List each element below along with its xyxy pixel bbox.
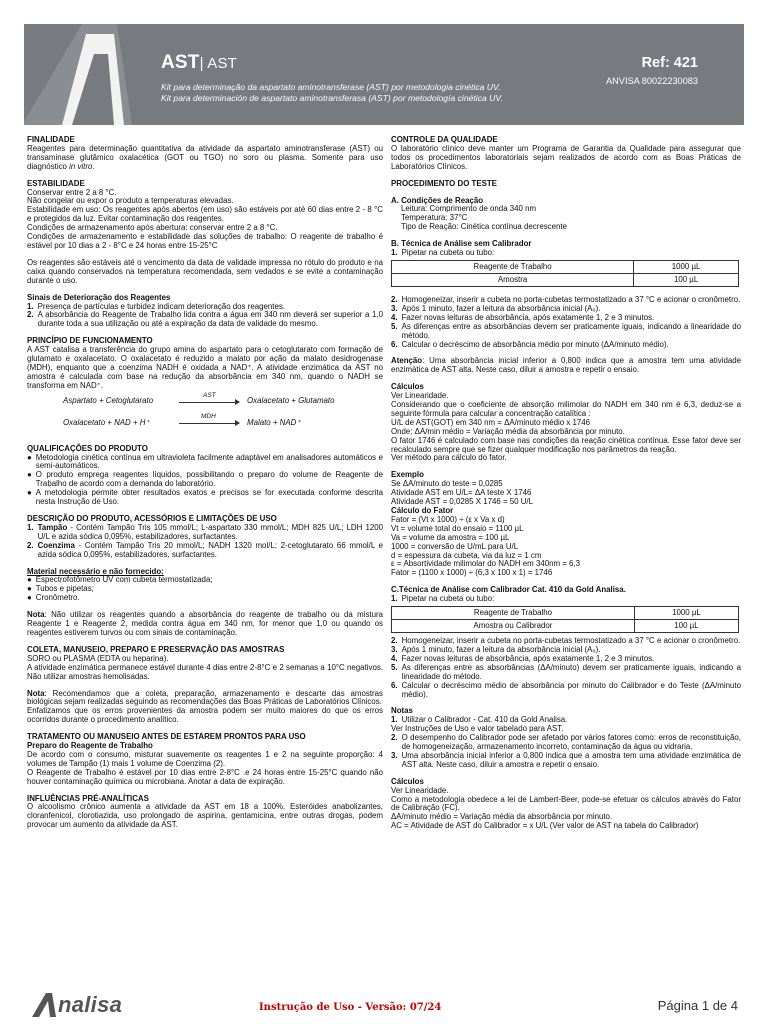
- paragraph: ΔA/minuto médio = Variação média da absorbância por minuto.: [391, 812, 613, 822]
- paragraph: Atividade AST em U/L= ΔA teste X 1746: [391, 488, 532, 498]
- paragraph: Não congelar ou expor o produto a temperaturas elevadas.: [27, 196, 234, 206]
- section-heading: PROCEDIMENTO DO TESTE: [391, 178, 497, 188]
- list-item: 1. Utilizar o Calibrador - Cat. 410 da Gold Analisa.: [391, 715, 568, 725]
- section-heading: DESCRIÇÃO DO PRODUTO, ACESSÓRIOS E LIMITAÇÕES DE USO: [27, 514, 277, 523]
- paragraph: Reagentes para determinação quantitativa da atividade da aspartato aminotransferase (AST) ou transaminase glutâmico oxalacética (GOT ou TGO) no soro ou plasma. Somente para uso diagnóstico in vitro.: [27, 143, 383, 171]
- formula-line: Vt = volume total do ensaio = 1100 µL: [391, 523, 524, 533]
- paragraph: Ver Linearidade.: [391, 391, 449, 401]
- subsection-heading: B. Técnica de Análise sem Calibrador: [391, 239, 532, 249]
- paragraph: De acordo com o consumo, misturar suavemente os reagentes 1 e 2 na seguinte proporção: 4 volumes de Tampão (1) mais 1 volume de Coenzima (2).: [27, 749, 383, 768]
- paragraph: Ver método para cálculo do fator.: [391, 453, 507, 463]
- list-item: 2. A absorbância do Reagente de Trabalho lida contra a água em 340 nm deverá ser superior a 1,0 durante toda a sua utilização ou até a expiração da data de validade do mesmo.: [27, 310, 383, 329]
- table-cell: 100 µL: [634, 273, 739, 286]
- section-heading: ESTABILIDADE: [27, 178, 85, 188]
- formula-line: ε = Absortividade milimolar do NADH em 340nm = 6,3: [391, 559, 581, 569]
- analisa-logo: [30, 990, 122, 1020]
- table-row: [392, 273, 739, 286]
- list-item: 5. As diferenças entre as absorbâncias (ΔA/minuto) devem ser praticamente iguais, indicando a linearidade do método.: [391, 662, 741, 681]
- paragraph: Como a metodologia obedece a lei de Lambert-Beer, pode-se efetuar os cálculos através do Fator de Calibração (FC).: [391, 794, 741, 813]
- paragraph: O alcoolismo crônico aumenta a atividade da AST em 18 a 100%. Esteróides anabolizantes, cloranfenicol, clorotiazida, uso prolongado de aspirina, gentamicina, entre outras drogas, podem provocar um aumento da atividade da AST.: [27, 802, 383, 830]
- section-heading: Material necessário e não fornecido:: [27, 566, 164, 576]
- formula-line: Fator = (Vt x 1000) ÷ (ε x Va x d): [391, 514, 505, 524]
- reaction-arrow: [179, 423, 239, 424]
- table-cell: 1000 µL: [634, 260, 739, 273]
- list-item: 1. Pipetar na cubeta ou tubo:: [391, 594, 495, 604]
- list-item: 2. O desempenho do Calibrador pode ser afetado por vários fatores como: erros de reconstituição, de homogeneização, armazenamento incorreto, contaminação da água ou vidraria.: [391, 733, 741, 752]
- subsection-heading: A. Condições de Reação: [391, 195, 484, 205]
- paragraph: AC = Atividade de AST do Calibrador = x U/L (Ver valor de AST na tabela do Calibrador): [391, 821, 699, 831]
- page-number: Página 1 de 4: [657, 998, 738, 1013]
- reference-number: Ref: 421: [641, 55, 698, 71]
- version-label: Instrução de Uso - Versão: 07/24: [259, 1002, 442, 1013]
- reaction-1-products: Oxalacetato + Glutamato: [247, 395, 335, 405]
- paragraph: SORO ou PLASMA (EDTA ou heparina).: [27, 653, 169, 663]
- note-paragraph: Nota: Recomendamos que a coleta, preparação, armazenamento e descarte das amostras biológicas sejam realizadas seguindo as recomendações das Boas Práticas de Laboratórios Clínicos.: [27, 688, 383, 707]
- paragraph: Ver Linearidade.: [391, 785, 449, 795]
- subsection-heading: Preparo do Reagente de Trabalho: [27, 741, 153, 751]
- subsection-heading: Notas: [391, 706, 413, 716]
- subsection-heading: Cálculos: [391, 382, 424, 392]
- anvisa-number: ANVISA 80022230083: [606, 76, 698, 86]
- paragraph: Estabilidade em uso: Os reagentes após abertos (em uso) são estáveis por até 60 dias entre 2 - 8 °C e protegidos da luz. Evitar contaminação dos reagentes.: [27, 205, 383, 224]
- section-heading: PRINCÍPIO DE FUNCIONAMENTO: [27, 336, 153, 346]
- subtitle-pt: Kit para determinação da aspartato aminotransferase (AST) por metodologia cinética UV.: [161, 82, 501, 92]
- paragraph: Tipo de Reação: Cinética contínua decrescente: [401, 222, 567, 232]
- table-cell: Amostra: [392, 273, 634, 286]
- list-item: 3. Após 1 minuto, fazer a leitura da absorbância inicial (A₀).: [391, 303, 601, 313]
- reaction-1-substrates: Aspartato + Cetoglutarato: [63, 395, 154, 405]
- list-item: 1. Presença de partículas e turbidez indicam deterioração dos reagentes.: [27, 301, 285, 311]
- section-heading: QUALIFICAÇÕES DO PRODUTO: [27, 443, 148, 453]
- list-item: 2. Homogeneizar, inserir a cubeta no porta-cubetas termostatizado a 37 °C e acionar o cronômetro.: [391, 294, 741, 304]
- section-heading: COLETA, MANUSEIO, PREPARO E PRESERVAÇÃO DAS AMOSTRAS: [27, 644, 285, 654]
- subsection-heading: Cálculos: [391, 776, 424, 786]
- section-heading: CONTROLE DA QUALIDADE: [391, 135, 498, 144]
- paragraph: Onde: ΔA/min médio = Variação média da absorbância por minuto.: [391, 426, 625, 436]
- table-row: [392, 620, 739, 633]
- list-item: 6. Calcular o decréscimo médio de absorbância por minuto do Calibrador e do Teste (ΔA/minuto médio).: [391, 680, 741, 699]
- list-item: 6. Calcular o decréscimo de absorbância médio por minuto (ΔA/minuto médio).: [391, 339, 669, 349]
- section-heading: Sinais de Deterioração dos Reagentes: [27, 292, 171, 302]
- list-item: 2. Homogeneizar, inserir a cubeta no porta-cubetas termostatizado a 37 °C e acionar o cronômetro.: [391, 636, 741, 646]
- formula-line: d = espessura da cubeta, via da luz = 1 cm: [391, 550, 542, 560]
- list-item: 4. Fazer novas leituras de absorbância, após exatamente 1, 2 e 3 minutos.: [391, 312, 655, 322]
- paragraph: Enfatizamos que os erros provenientes da amostra podem ser muito maiores do que os erros ocorridos durante o procedimento analítico.: [27, 706, 383, 725]
- list-item: ● Espectrofotômetro UV com cubeta termostatizada;: [27, 575, 213, 585]
- list-item: ● Metodologia cinética contínua em ultravioleta facilmente adaptável em analisadores automáticos e semi-automáticos.: [27, 452, 383, 471]
- paragraph: A AST catalisa a transferência do grupo amina do aspartato para o cetoglutarato com formação de glutamato e oxalacetato. O oxalacetato é reduzido a malato por ação da malato desidrogenase (MDH), enquanto que a coenzima NADH é oxidada a NAD⁺. A atividade enzimática da AST no amostra é calculada com base na redução da absorbância em 340 nm, quando o NADH se transforma em NAD⁺.: [27, 345, 383, 390]
- paragraph: Temperatura: 37°C: [401, 213, 468, 223]
- left-column: [27, 136, 383, 830]
- section-heading: INFLUÊNCIAS PRÉ-ANALÍTICAS: [27, 793, 149, 803]
- subsection-heading: Cálculo do Fator: [391, 506, 454, 515]
- list-item: 1. Pipetar na cubeta ou tubo:: [391, 248, 495, 258]
- paragraph: O laboratório clínico deve manter um Programa de Garantia da Qualidade para assegurar que todos os procedimentos laboratoriais sejam realizados de acordo com as Boas Práticas de Laboratórios Clínicos.: [391, 143, 741, 171]
- reaction-2-substrates: Oxalacetato + NAD + H⁺: [63, 417, 150, 427]
- list-item: 3. Após 1 minuto, fazer a leitura da absorbância inicial (A₀).: [391, 644, 601, 654]
- paragraph: Condições de armazenamento e estabilidade das soluções de trabalho: O reagente de trabalho é estável por 10 dias a 2 - 8°C e 24 horas entre 15-25°C: [27, 232, 383, 250]
- list-item: 3. Uma absorbância inicial inferior a 0,800 indica que a amostra tem uma atividade enzimática de AST alta. Neste caso, diluir a amostra e repetir o ensaio.: [391, 750, 741, 769]
- table-cell: 100 µL: [634, 620, 738, 633]
- subtitle-es: Kit para determinación de aspartato aminotransferasa (AST) por metodología cinética UV.: [161, 93, 503, 103]
- subsection-heading: Exemplo: [391, 470, 424, 480]
- list-item: 2. Coenzima - Contém Tampão Tris 20 mmol/L; NADH 1320 mol/L; 2-cetoglutarato 66 mmol/L e azida sódica 0,095%, estabilizadores, surfactantes.: [27, 540, 383, 559]
- formula-line: Fator = (1100 x 1000) ÷ (6,3 x 100 x 1) = 1746: [391, 568, 553, 578]
- subsection-heading: C.Técnica de Análise com Calibrador Cat. 410 da Gold Analisa.: [391, 585, 626, 595]
- table-cell: Reagente de Trabalho: [392, 260, 634, 273]
- paragraph: A atividade enzimática permanece estável durante 4 dias entre 2-8°C e 2 semanas a 10°C negativos. Não utilizar amostras hemolisadas.: [27, 662, 383, 681]
- paragraph: O fator 1746 é calculado com base nas condições da reação cinética contínua. Esse fator deve ser recalculado sempre que se fizer qualquer modificação nos parâmetros da reação.: [391, 435, 741, 454]
- list-item: ● A metodologia permite obter resultados exatos e precisos se for executada conforme descrita nesta Instrução de Uso.: [27, 488, 383, 507]
- section-heading: TRATAMENTO OU MANUSEIO ANTES DE ESTAREM PRONTOS PARA USO: [27, 732, 306, 742]
- right-column: [391, 136, 741, 831]
- list-item: ● O produto emprega reagentes líquidos, possibilitando o preparo do volume de Reagente de Trabalho de acordo com a demanda do laboratório.: [27, 470, 383, 489]
- formula-line: Va = volume da amostra = 100 µL: [391, 532, 510, 542]
- section-heading: FINALIDADE: [27, 135, 75, 144]
- paragraph: Condições de armazenamento após abertura: conservar entre 2 a 8 °C.: [27, 223, 278, 233]
- page-title: AST| AST: [161, 52, 238, 73]
- table-cell: 1000 µL: [634, 607, 738, 620]
- reaction-arrow: [179, 402, 239, 403]
- reaction-2-enzyme: MDH: [201, 412, 216, 420]
- paragraph: Os reagentes são estáveis até o vencimento da data de validade impressa no rótulo do produto e na caixa quando conservados na temperatura recomendada, sem vedados e se evite a contaminação durante o uso.: [27, 257, 383, 285]
- paragraph: Leitura: Comprimento de onda 340 nm: [401, 204, 537, 214]
- paragraph: Atividade AST = 0,0285 X 1746 = 50 U/L: [391, 497, 533, 507]
- pipetting-table: [391, 260, 739, 287]
- note-paragraph: Nota: Não utilizar os reagentes quando a absorbância do reagente de trabalho ou da mistura Reagente 1 e Reagente 2, medida contra água em 340 nm, for menor que 1,0 ou quando os reagentes estiverem turvos ou com sinais de contaminação.: [27, 610, 383, 637]
- list-item: ● Cronômetro.: [27, 593, 80, 603]
- paragraph: Considerando que o coeficiente de absorção milimolar do NADH em 340 nm é 6,3, deduz-se a seguinte fórmula para calcular a concentração catalítica :: [391, 400, 741, 418]
- table-cell: Amostra ou Calibrador: [392, 620, 635, 633]
- list-item: 1. Tampão - Contém Tampão Tris 105 mmol/L; L-aspartato 330 mmol/L; MDH 825 U/L; LDH 1200 U/L e azida sódica 0,095%, estabilizadores, surfactantes.: [27, 522, 383, 541]
- header-banner: [24, 24, 744, 125]
- paragraph: Se ΔA/minuto do teste = 0,0285: [391, 479, 503, 489]
- paragraph: Conservar entre 2 a 8 °C.: [27, 187, 117, 197]
- list-item: 4. Fazer novas leituras de absorbância, após exatamente 1, 2 e 3 minutos.: [391, 653, 655, 663]
- table-row: [392, 607, 739, 620]
- pipetting-table: [391, 606, 739, 633]
- table-cell: Reagente de Trabalho: [392, 607, 635, 620]
- list-item: ● Tubos e pipetas;: [27, 584, 94, 594]
- brand-wordmark: nalisa: [58, 992, 123, 1017]
- reaction-scheme: [27, 391, 383, 433]
- reaction-2-products: Malato + NAD⁺: [247, 417, 301, 427]
- attention-paragraph: Atenção: Uma absorbância inicial inferior a 0,800 indica que a amostra tem uma atividade enzimática de AST alta. Neste caso, diluir a amostra e repetir o ensaio.: [391, 356, 741, 375]
- table-row: [392, 260, 739, 273]
- formula-line: 1000 = conversão de U/mL para U/L: [391, 541, 519, 551]
- paragraph: U/L de AST(GOT) em 340 nm = ΔA/minuto médio x 1746: [391, 417, 591, 427]
- paragraph: Ver Instruções de Uso e valor tabelado para AST.: [391, 724, 564, 734]
- list-item: 5. As diferenças entre as absorbâncias devem ser praticamente iguais, indicando a linearidade do método.: [391, 321, 741, 340]
- analisa-a-watermark-icon: [24, 24, 172, 125]
- paragraph: O Reagente de Trabalho é estável por 10 dias entre 2-8°C .e 24 horas entre 15-25°C quando não houver contaminação química ou microbiana. Anotar a data de expiração.: [27, 767, 383, 786]
- reaction-1-enzyme: AST: [203, 391, 216, 399]
